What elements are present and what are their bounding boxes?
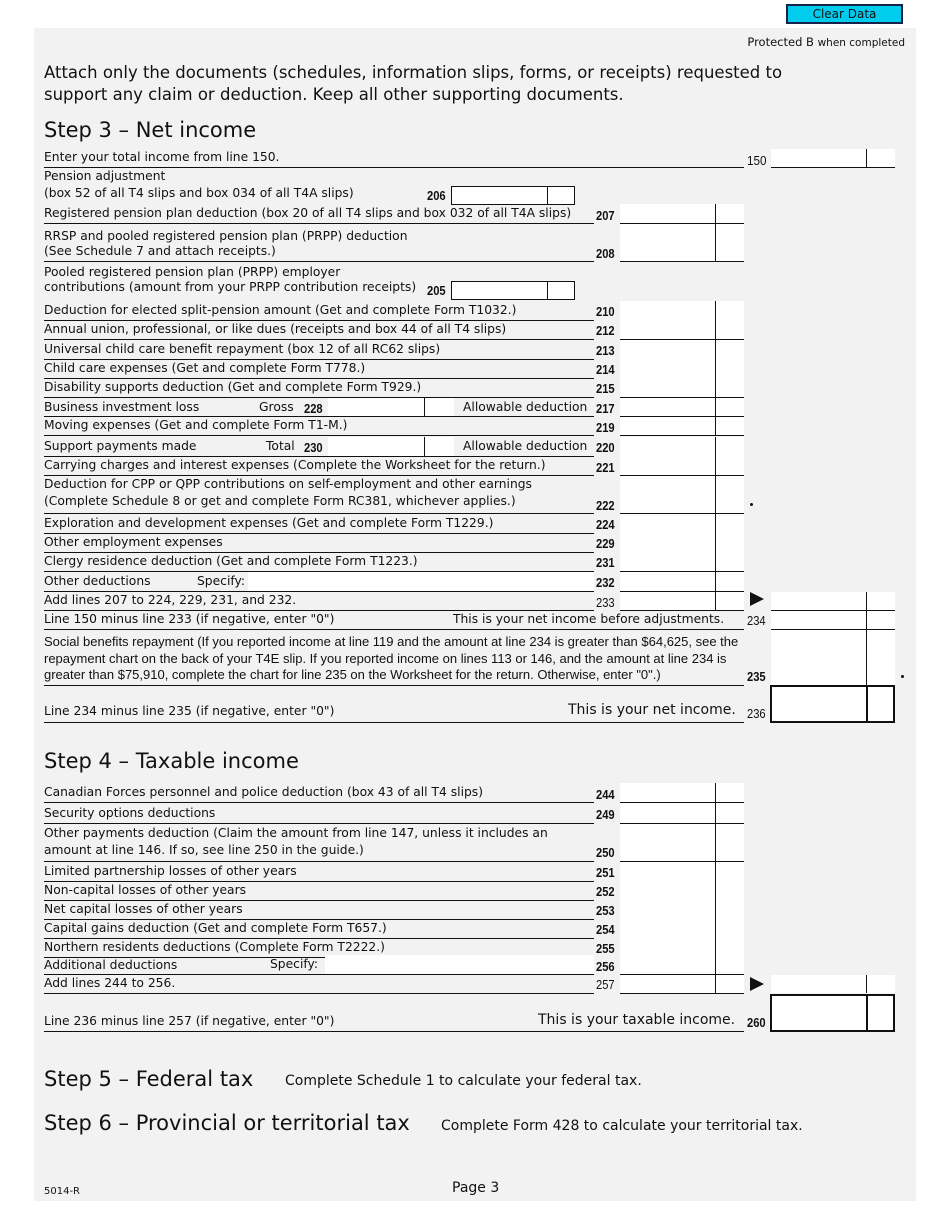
form-number: 5014-R (44, 1186, 81, 1197)
line-231-code: 231 (596, 555, 615, 570)
deduction-label: Net capital losses of other years (44, 902, 243, 916)
dot-marker (901, 675, 904, 678)
line-249-code: 249 (596, 807, 615, 822)
pension-adjustment-sublabel: (box 52 of all T4 slips and box 034 of all T4A slips) (44, 186, 354, 200)
step3-title: Step 3 – Net income (44, 118, 257, 142)
line-260-label: Line 236 minus line 257 (if negative, enter "0") (44, 1014, 335, 1028)
carrying-charges-label: Carrying charges and interest expenses (Complete the Worksheet for the return.) (44, 458, 546, 472)
line-255-code: 255 (596, 941, 615, 956)
add-lines-257-label: Add lines 244 to 256. (44, 976, 176, 990)
line-256-code: 256 (596, 959, 615, 974)
support-allowable-label: Allowable deduction (463, 439, 588, 453)
line-208-code: 208 (596, 246, 615, 261)
line-251-code: 251 (596, 865, 615, 880)
moving-expenses-label: Moving expenses (Get and complete Form T1-M.) (44, 418, 348, 432)
prpp-label: Pooled registered pension plan (PRPP) employer (44, 265, 341, 279)
line-234-note: This is your net income before adjustments. (453, 612, 725, 626)
line-207-code: 207 (596, 208, 615, 223)
deduction-label: Non-capital losses of other years (44, 883, 247, 897)
line-244-code: 244 (596, 787, 615, 802)
business-loss-gross-label: Gross (259, 400, 294, 414)
line-234-input[interactable] (771, 611, 895, 629)
deduction-label: Child care expenses (Get and complete Form T778.) (44, 361, 366, 375)
other-payments-label: Other payments deduction (Claim the amount from line 147, unless it includes an (44, 826, 548, 840)
line-236-code: 236 (747, 706, 766, 721)
support-payments-label: Support payments made (44, 439, 197, 453)
line-221-code: 221 (596, 460, 615, 475)
additional-deductions-label: Additional deductions (44, 958, 178, 972)
line-254-code: 254 (596, 922, 615, 937)
page-number: Page 3 (452, 1180, 500, 1196)
line-257-code: 257 (596, 977, 615, 992)
prpp-sublabel: contributions (amount from your PRPP contribution receipts) (44, 280, 417, 294)
line-220-code: 220 (596, 440, 615, 455)
step6-note: Complete Form 428 to calculate your territorial tax. (441, 1118, 803, 1134)
line-213-code: 213 (596, 343, 615, 358)
line-252-code: 252 (596, 884, 615, 899)
deduction-label: Exploration and development expenses (Get and complete Form T1229.) (44, 516, 494, 530)
clear-data-button[interactable]: Clear Data (786, 4, 903, 24)
line-212-code: 212 (596, 323, 615, 338)
line-205-code: 205 (427, 283, 446, 298)
other-payments-sublabel: amount at line 146. If so, see line 250 in the guide.) (44, 843, 364, 857)
additional-deductions-specify-label: Specify: (270, 957, 318, 971)
line-252-input[interactable] (620, 881, 744, 900)
other-deductions-specify-label: Specify: (197, 574, 245, 588)
other-deductions-specify-input[interactable] (248, 572, 594, 591)
deduction-label: Northern residents deductions (Complete Form T2222.) (44, 940, 385, 954)
line-257-input[interactable] (620, 975, 744, 993)
deduction-label: Limited partnership losses of other years (44, 864, 297, 878)
line-221-input[interactable] (620, 456, 744, 475)
line-236-input[interactable] (770, 685, 895, 723)
line-205-input[interactable] (451, 281, 575, 300)
deduction-label: Capital gains deduction (Get and complete Form T657.) (44, 921, 387, 935)
line-249-input[interactable] (620, 803, 744, 823)
line-234-label: Line 150 minus line 233 (if negative, enter "0") (44, 612, 335, 626)
line-236-note: This is your net income. (568, 702, 736, 718)
line-233-code: 233 (596, 595, 615, 610)
line-229-input[interactable] (620, 533, 744, 552)
line-219-input[interactable] (620, 417, 744, 436)
line-215-input[interactable] (620, 378, 744, 397)
line-222-code: 222 (596, 498, 615, 513)
step5-title: Step 5 – Federal tax (44, 1067, 254, 1091)
rrsp-label: RRSP and pooled registered pension plan (PRPP) deduction (44, 229, 408, 243)
protected-suffix: when completed (817, 37, 905, 49)
line-260-note: This is your taxable income. (538, 1012, 736, 1028)
line-220-input[interactable] (620, 437, 744, 456)
cpp-deduction-label: Deduction for CPP or QPP contributions on self-employment and other earnings (44, 477, 532, 491)
business-loss-allowable-label: Allowable deduction (463, 400, 588, 414)
deduction-label: Deduction for elected split-pension amount (Get and complete Form T1032.) (44, 303, 517, 317)
line-222-input[interactable] (620, 476, 744, 513)
line-251-input[interactable] (620, 862, 744, 881)
rpp-deduction-label: Registered pension plan deduction (box 20 of all T4 slips and box 032 of all T4A slips) (44, 206, 572, 220)
pension-adjustment-label: Pension adjustment (44, 169, 166, 183)
line-212-input[interactable] (620, 320, 744, 339)
step6-title: Step 6 – Provincial or territorial tax (44, 1111, 410, 1135)
line-230-code: 230 (304, 440, 323, 455)
line-214-code: 214 (596, 362, 615, 377)
line-217-code: 217 (596, 401, 615, 416)
line-231-input[interactable] (620, 552, 744, 571)
arrow-right-icon (750, 977, 764, 991)
deduction-label: Clergy residence deduction (Get and complete Form T1223.) (44, 554, 418, 568)
arrow-right-icon (750, 592, 764, 606)
line-213-input[interactable] (620, 340, 744, 359)
line-206-input[interactable] (451, 186, 575, 205)
line-233-input[interactable] (620, 592, 744, 610)
protected-text: Protected B (747, 35, 814, 49)
other-deductions-label: Other deductions (44, 574, 151, 588)
line-234-code: 234 (747, 613, 766, 628)
deduction-label: Universal child care benefit repayment (box 12 of all RC62 slips) (44, 342, 441, 356)
total-income-label: Enter your total income from line 150. (44, 150, 280, 164)
step4-title: Step 4 – Taxable income (44, 749, 299, 773)
additional-deductions-specify-input[interactable] (325, 955, 594, 974)
deduction-label: Annual union, professional, or like dues (receipts and box 44 of all T4 slips) (44, 322, 507, 336)
line-208-input[interactable] (620, 224, 744, 261)
line-250-input[interactable] (620, 824, 744, 861)
line-235-code: 235 (747, 669, 766, 684)
line-150-code: 150 (747, 153, 767, 168)
line-256-input[interactable] (620, 955, 744, 974)
line-214-input[interactable] (620, 359, 744, 378)
deduction-label: Other employment expenses (44, 535, 223, 549)
add-lines-233-label: Add lines 207 to 224, 229, 231, and 232. (44, 593, 297, 607)
line-254-input[interactable] (620, 919, 744, 938)
line-257-carry-input[interactable] (771, 975, 895, 993)
protected-label (747, 35, 905, 49)
line-228-code: 228 (304, 401, 323, 416)
support-total-label: Total (266, 439, 295, 453)
line-150-input[interactable] (771, 149, 895, 168)
line-215-code: 215 (596, 381, 615, 396)
line-206-code: 206 (427, 188, 446, 203)
line-236-label: Line 234 minus line 235 (if negative, enter "0") (44, 704, 335, 718)
step5-note: Complete Schedule 1 to calculate your federal tax. (285, 1073, 642, 1089)
deduction-label: Disability supports deduction (Get and complete Form T929.) (44, 380, 422, 394)
line-207-input[interactable] (620, 204, 744, 224)
line-260-code: 260 (747, 1015, 766, 1030)
line-230-input[interactable] (328, 437, 454, 456)
line-232-input[interactable] (620, 572, 744, 591)
line-233-carry-input[interactable] (771, 592, 895, 610)
dot-marker (750, 503, 753, 506)
line-253-code: 253 (596, 903, 615, 918)
line-224-code: 224 (596, 517, 615, 532)
line-224-input[interactable] (620, 514, 744, 533)
cf-deduction-label: Canadian Forces personnel and police deduction (box 43 of all T4 slips) (44, 785, 483, 799)
line-217-input[interactable] (620, 398, 744, 417)
business-loss-label: Business investment loss (44, 400, 200, 414)
line-232-code: 232 (596, 575, 615, 590)
line-229-code: 229 (596, 536, 615, 551)
rrsp-sublabel: (See Schedule 7 and attach receipts.) (44, 244, 276, 258)
line-210-code: 210 (596, 304, 615, 319)
line-253-input[interactable] (620, 900, 744, 919)
line-219-code: 219 (596, 420, 615, 435)
line-235-input[interactable] (771, 630, 895, 685)
line-235-label: Social benefits repayment (If you reported income at line 119 and the amount at line 234 is greater than $64,625, see the repayment chart on the back of your T4E slip. If you reported income on lines 113 or 146, and the amount at line 234 is greater than $75,910, complete the chart for line 235 on the Worksheet for the return. Otherwise, enter "0".) (44, 634, 739, 682)
line-210-input[interactable] (620, 301, 744, 320)
intro-text: Attach only the documents (schedules, information slips, forms, or receipts) requested to support any claim or deduction. Keep all other supporting documents. (44, 63, 783, 104)
line-228-input[interactable] (328, 398, 454, 417)
security-options-label: Security options deductions (44, 806, 216, 820)
line-250-code: 250 (596, 845, 615, 860)
cpp-deduction-sublabel: (Complete Schedule 8 or get and complete Form RC381, whichever applies.) (44, 494, 516, 508)
line-244-input[interactable] (620, 783, 744, 803)
line-260-input[interactable] (770, 994, 895, 1032)
